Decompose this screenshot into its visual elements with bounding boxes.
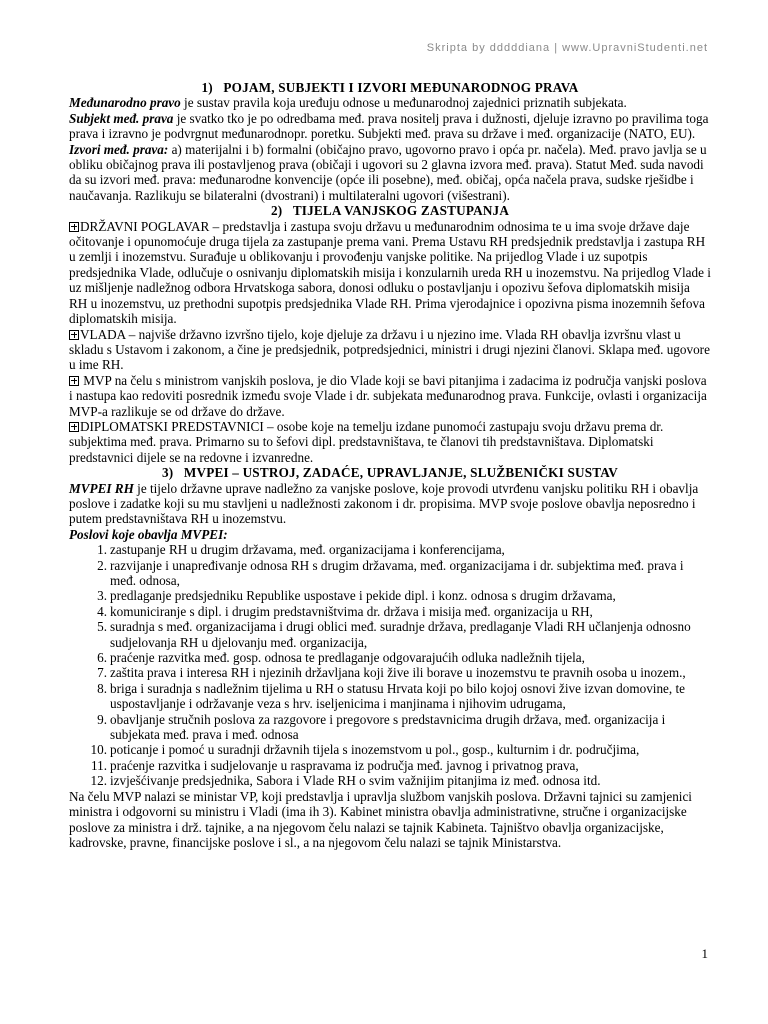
s2-paragraph-poglavar: DRŽAVNI POGLAVAR – predstavlja i zastupa svoju državu u međunarodnim odnosima te u ima svoje države daje očitovanje i opunomoćuje druga tijela za zastupanje prema vani. Prema Ustavu RH predsjednik predstavlja i zastupa RH u zemlji i inozemstvu. Surađuje u oblikovanju i provođenju vanjske politike. Na prijedlog Vlade i uz supotpis predsjednika Vlade, odlučuje o osnivanju diplomatskih misija i konzularnih ureda RH u inozemstvu. Na prijedlog Vlade i uz mišljenje nadležnog odbora Hrvatskoga sabora, donosi odluku o postavljanju i opozivu šefova diplomatskih misija RH u inozemstvu, uz prethodni supotpis predsjednika Vlade RH. Prima vjerodajnice i opozivna pisma inozemnih šefova diplomatskih misija. (69, 218, 711, 327)
list-item-number: 8. (97, 680, 107, 696)
s1-paragraph-izvori: Izvori međ. prava: a) materijalni i b) formalni (običajno pravo, ugovorno pravo i opća pr. načela). Međ. pravo javlja se u obliku običajnog prava ili postavljenog prava (običaji i ugovori su 2 glavna izvora međ. prava). Statut Međ. suda navodi da su izvori međ. prava: međunarodne konvencije (opće ili posebne), međ. običaj, opća načela prava, sudske rješidbe i naučavanja. Razlikuju se bilateralni (dvostrani) i multilateralni ugovori (višestrani). (69, 141, 707, 203)
list-item-number: 2. (97, 557, 107, 573)
list-item-text: zastupanje RH u drugim državama, međ. organizacijama i konferencijama, (110, 542, 505, 558)
s1-paragraph-subjekt: Subjekt međ. prava je svatko tko je po odredbama međ. prava nositelj prava i dužnosti, djeluje izravno po pravilima toga prava i izravno je podvrgnut međunarodnopr. poretku. Subjekti međ. prava su države i međ. organizacije (NATO, EU). (69, 110, 709, 142)
list-item (69, 542, 711, 557)
list-item-text: zaštita prava i interesa RH i njezinih državljana koji žive ili borave u inozemstvu te pravnih osoba u inozem., (110, 665, 686, 681)
list-item-number: 3. (97, 588, 107, 604)
s1-paragraph-definition: Međunarodno pravo je sustav pravila koja uređuju odnose u međunarodnoj zajednici priznatih subjekata. (69, 95, 627, 111)
list-item-text: komuniciranje s dipl. i drugim predstavništvima dr. država i misija međ. organizacija u RH, (110, 603, 593, 619)
list-item (69, 712, 711, 743)
list-item-number: 9. (97, 711, 107, 727)
s3-paragraph-mvpei: MVPEI RH je tijelo državne uprave nadležno za vanjske poslove, koje provodi utvrđenu vanjsku politiku RH i obavlja poslove i zadatke koji su mu stavljeni u nadležnosti zakonom i dr. propisima. MVP svoje poslove obavlja neposredno i putem predstavništava RH u inozemstvu. (69, 480, 699, 527)
list-item-text: poticanje i pomoć u suradnji državnih tijela s inozemstvom u pol., gosp., kulturnim i dr. područjima, (110, 742, 640, 758)
list-item-text: obavljanje stručnih poslova za razgovore i pregovore s predstavnicima drugih država, međ. organizacija i subjekata međ. prava i međ. odnosa (110, 711, 666, 743)
list-item-number: 1. (97, 542, 107, 558)
s2-paragraph-diplomati: DIPLOMATSKI PREDSTAVNICI – osobe koje na temelju izdane punomoći zastupaju svoju državu prema dr. subjektima međ. prava. Primarno su to šefovi dipl. predstavništava, te članovi tih predstavništava. Diplomatski predstavnici dijele se na redovne i izvanredne. (69, 418, 664, 465)
list-item (69, 558, 711, 589)
list-item-text: izvješćivanje predsjednika, Sabora i Vlade RH o svim važnijim pitanjima iz međ. odnosa itd. (110, 773, 601, 789)
term-mvpei: MVPEI RH (69, 480, 134, 496)
list-item-number: 11. (91, 757, 107, 773)
list-item-number: 6. (97, 650, 107, 666)
list-item-text: suradnja s međ. organizacijama i drugi oblici međ. suradnje država, predlaganje Vladi RH učlanjenja odnosno sudjelovanja RH u djelovanju međ. organizacija, (110, 619, 691, 650)
list-item-text: predlaganje predsjedniku Republike uspostave i pekide dipl. i konz. odnosa s drugim državama, (110, 588, 616, 604)
list-item-number: 12. (90, 773, 107, 789)
list-item (69, 604, 711, 619)
list-item (69, 742, 711, 757)
list-item (69, 758, 711, 773)
list-item (69, 681, 711, 712)
list-item-number: 10. (90, 742, 107, 758)
list-item-text: praćenje razvitka i sudjelovanje u raspravama iz područja međ. javnog i privatnog prava, (110, 757, 579, 773)
page-number: 1 (701, 946, 708, 961)
term-medunarodno-pravo: Međunarodno pravo (69, 95, 181, 111)
page-header: Skripta by dddddiana | www.UpravniStudenti.net (426, 42, 708, 54)
document-body (69, 80, 711, 850)
list-item (69, 665, 711, 680)
list-item-number: 5. (97, 619, 107, 635)
list-item-text: praćenje razvitka međ. gosp. odnosa te predlaganje odgovarajućih odluka nadležnih tijela, (110, 650, 585, 666)
term-subjekt: Subjekt međ. prava (69, 110, 174, 126)
section-2-title: 2) TIJELA VANJSKOG ZASTUPANJA (270, 203, 510, 219)
s3-list-title: Poslovi koje obavlja MVPEI: (69, 526, 228, 542)
s3-closing-paragraph: Na čelu MVP nalazi se ministar VP, koji predstavlja i upravlja službom vanjskih poslova. Državni tajnici su zamjenici ministra i odgovorni su ministru i Vladi (ima ih 3). Kabinet ministra obavlja administrativne, stručne i organizacijske poslove za ministra i drž. tajnike, a na njegovom čelu nalazi se tajnik Kabineta. Tajništvo obavlja organizacijske, kadrovske, pravne, financijske poslove i sl., a na njegovom čelu nalazi se tajnik Ministarstva. (69, 788, 692, 850)
list-item (69, 650, 711, 665)
section-1-title: 1) POJAM, SUBJEKTI I IZVORI MEĐUNARODNOG PRAVA (201, 80, 579, 95)
list-item-number: 7. (97, 665, 107, 681)
term-izvori: Izvori međ. prava: (69, 141, 169, 157)
list-item-text: razvijanje i unapređivanje odnosa RH s drugim državama, međ. organizacijama i dr. subjektima međ. prava i međ. odnosa, (110, 557, 684, 588)
list-item-text: briga i suradnja s nadležnim tijelima u RH o statusu Hrvata koji po bilo kojoj osnovi žive izvan domovine, te uspostavljanje i održavanje veza s hrv. iseljenicima i manjinama i njihovim udrugama, (110, 680, 686, 712)
s2-paragraph-vlada: VLADA – najviše državno izvršno tijelo, koje djeluje za državu i u njezino ime. Vlada RH obavlja izvršnu vlast u skladu s Ustavom i zakonom, a čine je predsjednik, potpredsjednici, ministri i drugi njezini članovi. Sklapa međ. ugovore u ime RH. (69, 326, 710, 373)
boxed-plus-icon (69, 330, 79, 340)
s2-paragraph-mvp: MVP na čelu s ministrom vanjskih poslova, je dio Vlade koji se bavi pitanjima i zadacima iz područja vanjski poslova i nastupa kao redoviti posrednik između svoje Vlade i dr. subjekata međunarodnog prava. Funkcije, ovlasti i organizacija MVP-a razlikuje se od države do države. (69, 372, 707, 419)
tasks-list (69, 542, 711, 789)
list-item-number: 4. (97, 603, 107, 619)
list-item (69, 588, 711, 603)
boxed-plus-icon (69, 376, 79, 386)
boxed-plus-icon (69, 422, 79, 432)
list-item (69, 773, 711, 788)
boxed-plus-icon (69, 222, 79, 232)
section-3-title: 3) MVPEI – USTROJ, ZADAĆE, UPRAVLJANJE, SLUŽBENIČKI SUSTAV (161, 465, 619, 481)
list-item (69, 619, 711, 650)
